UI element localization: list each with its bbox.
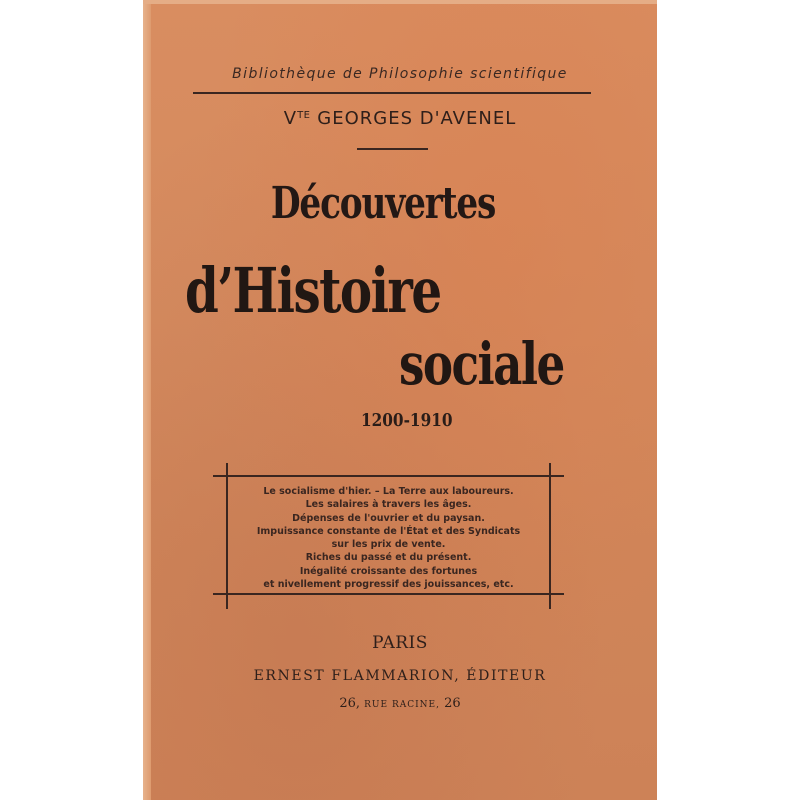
contents-line: et nivellement progressif des jouissances, etc. [263, 579, 514, 591]
contents-line: Impuissance constante de l'État et des Syndicats [256, 525, 521, 537]
address-street: RUE RACINE, [364, 700, 440, 710]
author-divider [357, 148, 428, 150]
top-edge [143, 0, 657, 4]
author-name: GEORGES D'AVENEL [317, 108, 517, 129]
title-line-3: sociale [399, 330, 564, 398]
frame-right-line [549, 463, 551, 609]
address-number-left: 26, [339, 696, 361, 711]
contents-line: Le socialisme d'hier. – La Terre aux laboureurs. [263, 486, 514, 497]
contents-line: Dépenses de l'ouvrier et du paysan. [292, 512, 485, 524]
title-line-2: d’Histoire [185, 254, 441, 327]
series-title: Bibliothèque de Philosophie scientifique [232, 66, 568, 82]
imprint-address [143, 696, 657, 711]
author-title-sup: TE [297, 110, 311, 121]
series-divider [193, 92, 591, 94]
book-cover [143, 0, 657, 800]
author [193, 108, 607, 129]
contents-line: sur les prix de vente. [331, 539, 446, 551]
author-title-prefix: V [283, 108, 298, 129]
title-line-1: Découvertes [270, 178, 496, 229]
contents-box [228, 485, 549, 591]
contents-line: Inégalité croissante des fortunes [299, 565, 478, 577]
frame-top-line [213, 475, 564, 477]
imprint-publisher: ERNEST FLAMMARION, ÉDITEUR [253, 668, 547, 684]
address-number-right: 26 [444, 696, 461, 711]
contents-line: Les salaires à travers les âges. [305, 499, 472, 511]
contents-line: Riches du passé et du présent. [305, 552, 472, 564]
imprint-city: PARIS [372, 633, 428, 653]
date-range: 1200-1910 [361, 410, 453, 431]
frame-bottom-line [213, 593, 564, 595]
